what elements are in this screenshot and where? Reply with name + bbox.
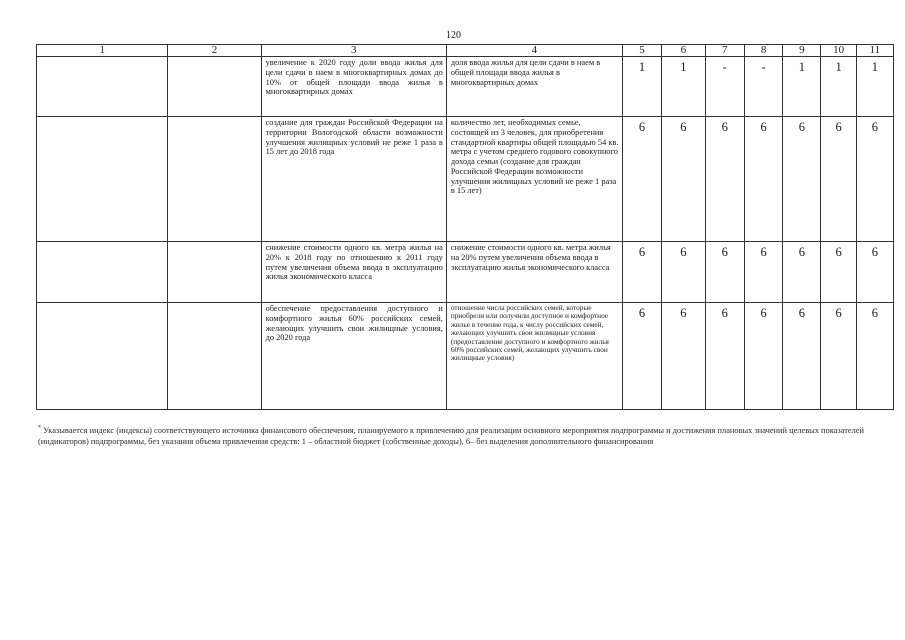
value-cell: 6 — [783, 303, 821, 410]
table-row — [37, 57, 894, 117]
goal-cell: создание для граждан Российской Федерации на территории Вологодской области возможности улучшения жилищных условий не реже 1 раза в 15 лет до 2018 года — [261, 117, 446, 242]
empty-cell — [37, 57, 168, 117]
value-cell: 1 — [783, 57, 821, 117]
indicators-table — [36, 44, 894, 410]
indicator-cell: снижение стоимости одного кв. метра жилья на 20% путем увеличения объема ввода в эксплуатацию жилья экономического класса — [446, 242, 622, 303]
header-cell: 6 — [662, 45, 705, 57]
value-cell: 6 — [744, 242, 782, 303]
value-cell: 1 — [662, 57, 705, 117]
value-cell: 1 — [821, 57, 856, 117]
footnote-text: Указывается индекс (индексы) соответствующего источника финансового обеспечения, планируемого к привлечению для реализации основного мероприятия подпрограммы и достижения плановых значений целевых показателей (индикаторов) подпрограммы, без указания объема привлечения средств: 1 – областной бюджет (собственные доходы), 6– без выделения дополнительного финансирования — [38, 425, 864, 446]
empty-cell — [168, 57, 261, 117]
header-cell: 10 — [821, 45, 856, 57]
value-cell: 6 — [783, 242, 821, 303]
table-row — [37, 117, 894, 242]
header-cell: 9 — [783, 45, 821, 57]
value-cell: 6 — [856, 242, 893, 303]
value-cell: 6 — [622, 303, 661, 410]
value-cell: 6 — [856, 303, 893, 410]
table-row — [37, 303, 894, 410]
empty-cell — [37, 242, 168, 303]
indicator-cell: количество лет, необходимых семье, состоящей из 3 человек, для приобретения стандартной квартиры общей площадью 54 кв. метра с учетом среднего годового совокупного дохода семьи (создание для граждан Российской Федерации возможности улучшения жилищных условий не реже 1 раза в 15 лет) — [446, 117, 622, 242]
footnote-mark: * — [38, 425, 41, 431]
empty-cell — [168, 242, 261, 303]
value-cell: 6 — [622, 242, 661, 303]
value-cell: 6 — [821, 242, 856, 303]
empty-cell — [37, 117, 168, 242]
value-cell: 6 — [821, 117, 856, 242]
value-cell: 6 — [622, 117, 661, 242]
goal-cell: обеспечение предоставления доступного и комфортного жилья 60% российских семей, желающих улучшить свои жилищные условия, до 2020 года — [261, 303, 446, 410]
value-cell: - — [744, 57, 782, 117]
footnote — [38, 423, 888, 447]
header-cell: 4 — [446, 45, 622, 57]
header-cell: 1 — [37, 45, 168, 57]
page-number: 120 — [446, 30, 461, 41]
header-cell: 2 — [168, 45, 261, 57]
header-cell: 5 — [622, 45, 661, 57]
value-cell: 6 — [783, 117, 821, 242]
header-cell: 11 — [856, 45, 893, 57]
header-cell: 3 — [261, 45, 446, 57]
indicator-cell: доля ввода жилья для цели сдачи в наем в общей площади ввода жилья в многоквартирных домах — [446, 57, 622, 117]
value-cell: 6 — [705, 242, 744, 303]
empty-cell — [37, 303, 168, 410]
value-cell: 6 — [744, 117, 782, 242]
value-cell: 6 — [744, 303, 782, 410]
value-cell: - — [705, 57, 744, 117]
goal-cell: увеличение к 2020 году доли ввода жилья для цели сдачи в наем в многоквартирных домах до 10% от общей площади ввода жилья в многоквартирных домах — [261, 57, 446, 117]
value-cell: 6 — [856, 117, 893, 242]
empty-cell — [168, 117, 261, 242]
goal-cell: снижение стоимости одного кв. метра жилья на 20% к 2018 году по отношению к 2011 году путем увеличения объема ввода в эксплуатацию жилья экономического класса — [261, 242, 446, 303]
header-row — [37, 45, 894, 57]
header-cell: 8 — [744, 45, 782, 57]
empty-cell — [168, 303, 261, 410]
value-cell: 1 — [856, 57, 893, 117]
header-cell: 7 — [705, 45, 744, 57]
indicator-cell: отношение числа российских семей, которые приобрели или получили доступное и комфортное жилье в течение года, к числу российских семей, желающих улучшить свои жилищные условия (предоставление доступного и комфортного жилья 60% российских семей, желающих улучшить свои жилищные условия) — [446, 303, 622, 410]
value-cell: 6 — [662, 117, 705, 242]
table-row — [37, 242, 894, 303]
value-cell: 6 — [705, 117, 744, 242]
value-cell: 6 — [821, 303, 856, 410]
value-cell: 6 — [662, 303, 705, 410]
value-cell: 1 — [622, 57, 661, 117]
value-cell: 6 — [662, 242, 705, 303]
value-cell: 6 — [705, 303, 744, 410]
